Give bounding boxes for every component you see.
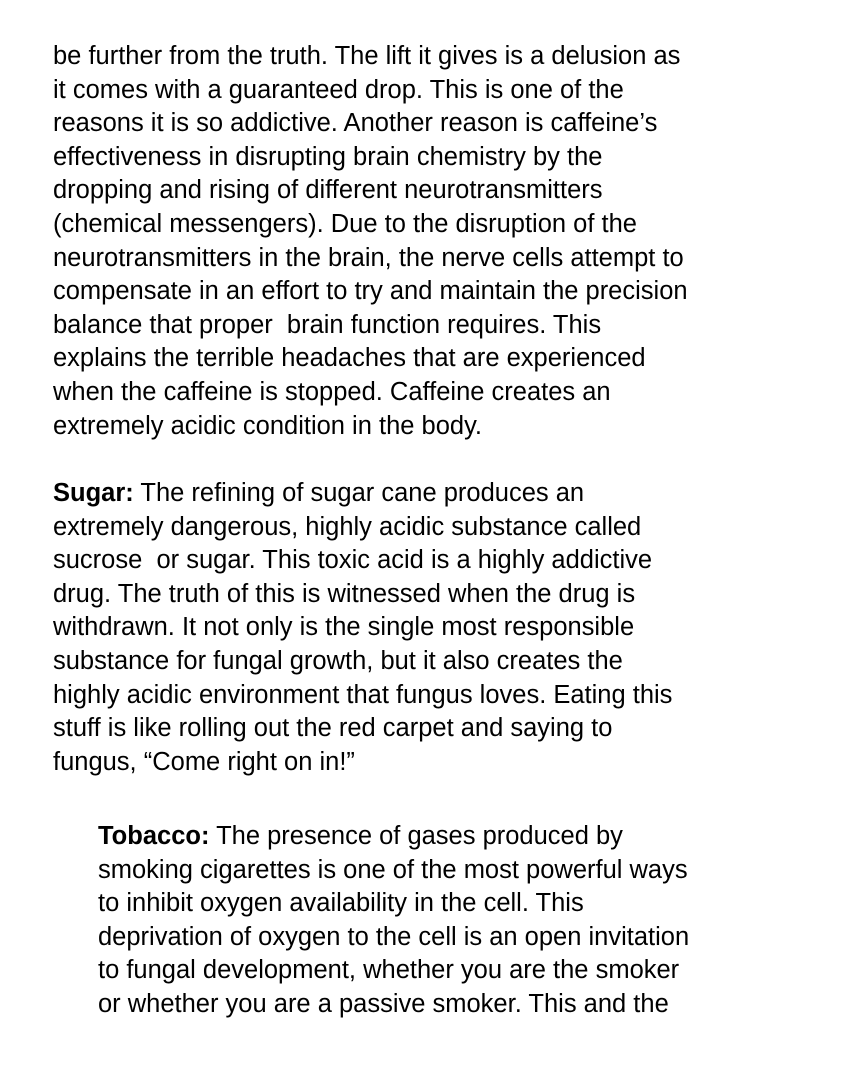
text-line: be further from the truth. The lift it gives is a delusion as	[53, 42, 681, 70]
text-line: smoking cigarettes is one of the most powerful ways	[98, 855, 688, 884]
text-line	[98, 820, 689, 854]
text-line: reasons it is so addictive. Another reason is caffeine’s	[53, 109, 658, 138]
text-line: effectiveness in disrupting brain chemistry by the	[53, 142, 603, 171]
tobacco-paragraph	[98, 820, 689, 1022]
text-line: dropping and rising of different neurotransmitters	[53, 176, 603, 205]
text-line: deprivation of oxygen to the cell is an open invitation	[98, 922, 690, 951]
tobacco-heading: Tobacco:	[98, 822, 210, 850]
text-line: compensate in an effort to try and maintain the precision	[53, 277, 688, 306]
sugar-heading: Sugar:	[53, 479, 134, 507]
text-line	[53, 477, 672, 511]
text-line: to fungal development, whether you are the smoker	[98, 956, 680, 985]
tobacco-first-line: The presence of gases produced by	[209, 822, 623, 850]
text-line: fungus, “Come right on in!”	[53, 747, 355, 776]
text-line: or whether you are a passive smoker. This and the	[98, 989, 669, 1018]
text-line: withdrawn. It not only is the single most responsible	[53, 613, 635, 642]
sugar-first-line: The refining of sugar cane produces an	[133, 479, 585, 507]
text-line: explains the terrible headaches that are experienced	[53, 344, 646, 373]
text-line: (chemical messengers). Due to the disruption of the	[53, 209, 637, 238]
caffeine-paragraph	[53, 40, 688, 443]
text-line: to inhibit oxygen availability in the cell. This	[98, 889, 584, 918]
text-line: extremely acidic condition in the body.	[53, 411, 483, 440]
text-line: when the caffeine is stopped. Caffeine creates an	[53, 377, 611, 406]
text-line: it comes with a guaranteed drop. This is one of the	[53, 75, 624, 104]
text-line: extremely dangerous, highly acidic substance called	[53, 512, 642, 541]
text-line: highly acidic environment that fungus loves. Eating this	[53, 680, 673, 709]
text-line: balance that proper brain function requires. This	[53, 310, 602, 339]
sugar-paragraph	[53, 477, 672, 779]
text-line: substance for fungal growth, but it also creates the	[53, 646, 623, 675]
text-line: stuff is like rolling out the red carpet and saying to	[53, 714, 613, 743]
text-line: sucrose or sugar. This toxic acid is a highly addictive	[53, 546, 653, 575]
text-line: neurotransmitters in the brain, the nerve cells attempt to	[53, 243, 684, 272]
text-line: drug. The truth of this is witnessed when the drug is	[53, 579, 636, 608]
